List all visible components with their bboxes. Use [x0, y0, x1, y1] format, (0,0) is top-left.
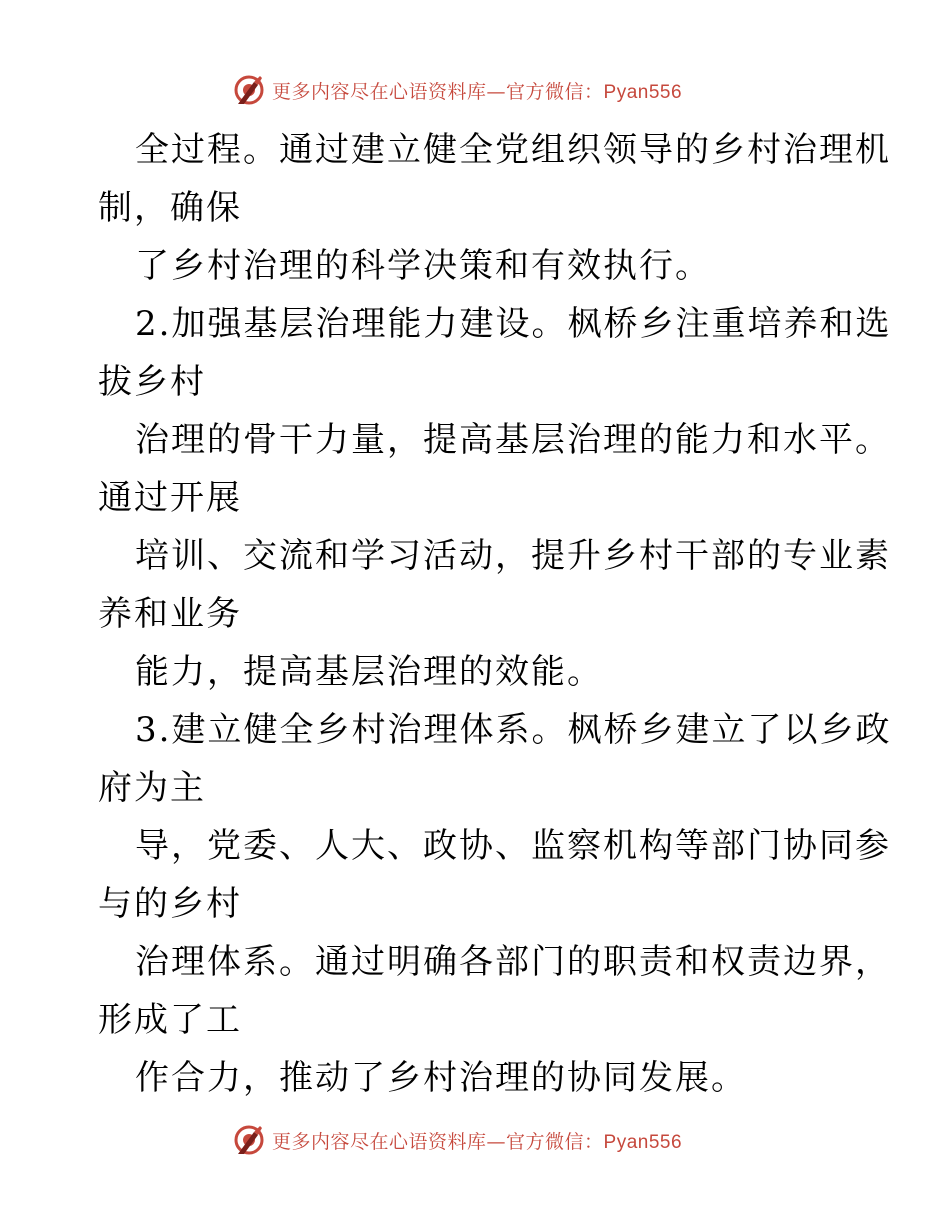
text-line: 了乡村治理的科学决策和有效执行。 — [135, 246, 711, 286]
text-line: 导，党委、人大、政协、监察机构等部门协同参 — [135, 826, 891, 866]
text-line: 府为主 — [98, 768, 206, 808]
watermark-text: 更多内容尽在心语资料库—官方微信：Pyan556 — [272, 80, 683, 103]
footer-watermark — [232, 1122, 682, 1158]
text-line: 全过程。通过建立健全党组织领导的乡村治理机 — [135, 130, 891, 170]
text-line: 制，确保 — [98, 188, 242, 228]
text-line: 3.建立健全乡村治理体系。枫桥乡建立了以乡政 — [135, 710, 892, 750]
text-line: 能力，提高基层治理的效能。 — [135, 652, 603, 692]
text-line: 2.加强基层治理能力建设。枫桥乡注重培养和选 — [135, 304, 892, 344]
body-text — [98, 121, 892, 1107]
text-line: 作合力，推动了乡村治理的协同发展。 — [135, 1058, 747, 1098]
quill-logo-icon — [232, 1123, 266, 1157]
text-line: 形成了工 — [98, 1000, 242, 1040]
quill-logo-icon — [232, 73, 266, 107]
text-line: 治理的骨干力量，提高基层治理的能力和水平。 — [135, 420, 891, 460]
text-line: 培训、交流和学习活动，提升乡村干部的专业素 — [135, 536, 891, 576]
text-line: 养和业务 — [98, 594, 242, 634]
text-line: 通过开展 — [98, 478, 242, 518]
text-line: 与的乡村 — [98, 884, 242, 924]
text-line: 治理体系。通过明确各部门的职责和权责边界， — [135, 942, 891, 982]
watermark-text: 更多内容尽在心语资料库—官方微信：Pyan556 — [272, 1130, 683, 1153]
header-watermark — [232, 72, 682, 108]
text-line: 拔乡村 — [98, 362, 206, 402]
